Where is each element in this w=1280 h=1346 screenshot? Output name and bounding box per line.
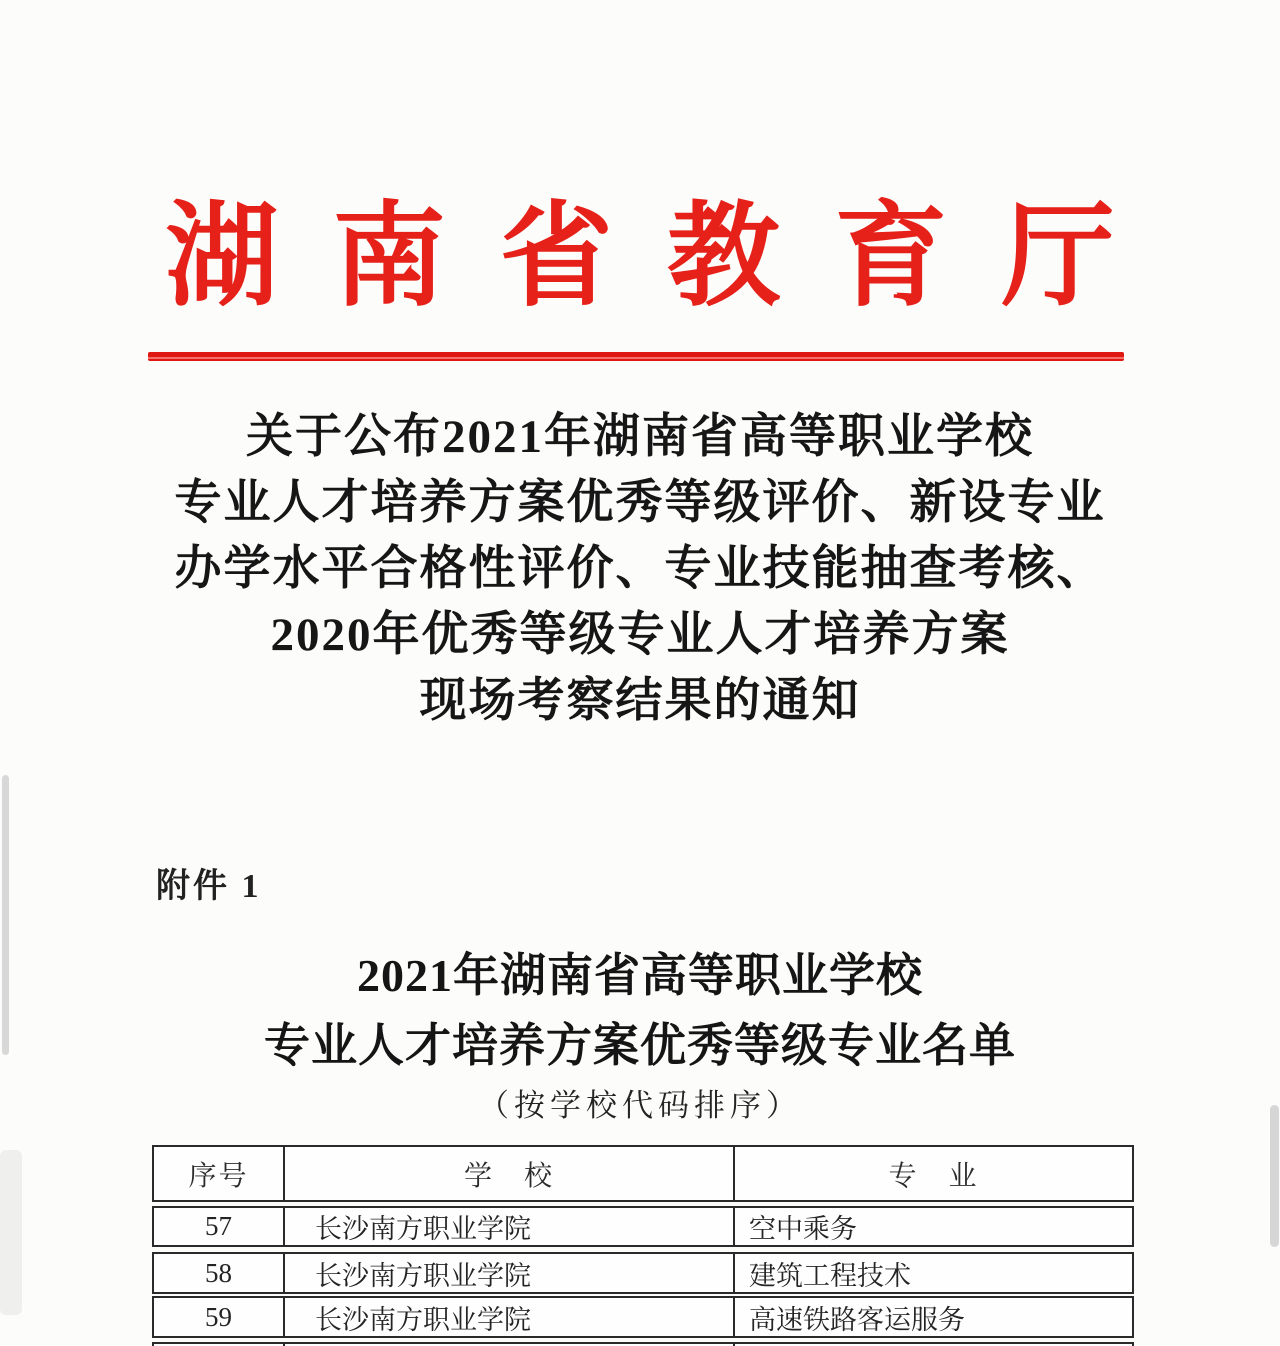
sort-note: （按学校代码排序） <box>478 1088 802 1123</box>
row-school: 长沙南方职业学院 <box>283 1254 733 1292</box>
row-major: 高速铁路客运服务 <box>733 1298 1132 1336</box>
attachment-label: 附件 1 <box>156 868 262 905</box>
notice-title-line-3: 办学水平合格性评价、专业技能抽查考核、 <box>174 543 1106 595</box>
row-no: 57 <box>205 1211 232 1241</box>
row-school: 长沙南方职业学院 <box>283 1208 733 1245</box>
masthead-rule <box>148 352 1124 361</box>
row-major: 建筑工程技术 <box>733 1254 1132 1292</box>
notice-title-line-2: 专业人才培养方案优秀等级评价、新设专业 <box>174 477 1106 529</box>
scan-artifact-left-lower <box>0 1150 22 1315</box>
table-header-row <box>152 1145 1134 1202</box>
row-major: 空中乘务 <box>733 1208 1132 1245</box>
row-no: 58 <box>205 1257 232 1288</box>
majors-table <box>152 1145 1134 1346</box>
row-school: 长沙南方职业学院 <box>283 1298 733 1336</box>
table-row <box>152 1252 1134 1294</box>
notice-title-line-5: 现场考察结果的通知 <box>419 675 861 727</box>
table-header-no: 序号 <box>188 1160 249 1192</box>
list-title-line-1: 2021年湖南省高等职业学校 <box>357 950 923 1001</box>
row-no: 59 <box>205 1301 232 1332</box>
table-row <box>152 1206 1134 1247</box>
notice-title <box>0 404 1280 734</box>
notice-title-line-1: 关于公布2021年湖南省高等职业学校 <box>246 411 1034 463</box>
table-header-major: 专 业 <box>733 1147 1132 1200</box>
table-header-school: 学 校 <box>283 1147 733 1200</box>
scan-artifact-right <box>1270 1105 1279 1247</box>
scan-artifact-left <box>2 775 9 1055</box>
list-title-line-2: 专业人才培养方案优秀等级专业名单 <box>264 1020 1016 1071</box>
notice-title-line-4: 2020年优秀等级专业人才培养方案 <box>270 609 1010 661</box>
table-row <box>152 1296 1134 1338</box>
table-row-clipped <box>152 1342 1134 1346</box>
agency-masthead-title: 湖南省教育厅 <box>165 195 1169 320</box>
